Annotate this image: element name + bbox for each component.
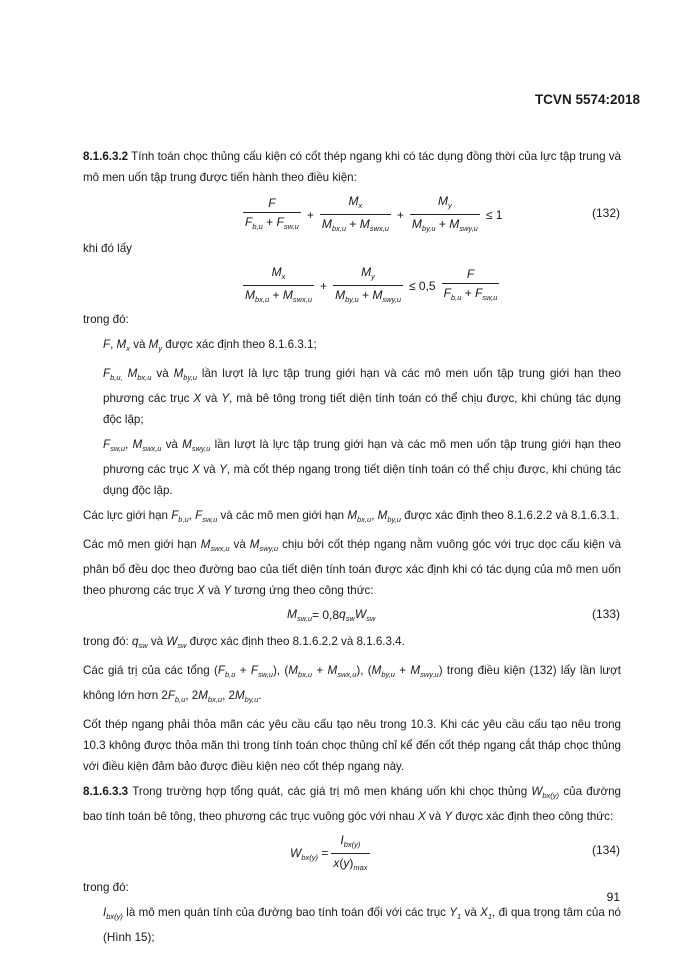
math-variable [449, 906, 461, 919]
text-run: , mà cốt thép ngang trong tiết diện tính toán có thể chịu được, khi chúng tác dụng độc lập. [103, 463, 622, 497]
text-run: , [125, 438, 133, 451]
text-run: được xác định theo 8.1.6.2.2 và 8.1.6.3.1. [400, 509, 620, 522]
math-variable [245, 215, 263, 229]
variable-subscript: swy,u [259, 544, 279, 553]
fraction [320, 194, 391, 236]
definition-item [103, 363, 621, 430]
text-run: = 0,8 [312, 608, 340, 622]
variable-subscript: by,u [244, 695, 259, 704]
variable-symbol: W [354, 607, 367, 621]
variable-subscript: y [158, 344, 163, 353]
text-run: ), ( [272, 664, 289, 677]
text-run: Cốt thép ngang phải thỏa mãn các yêu cầu cấu tạo nêu trong 10.3. Khi các yêu cầu cấu tạo nêu trong 10.3 không được thỏa mãn thì trong tính toán chọc thủng chỉ kể đến cốt thép ngang cắt tháp chọc thủng với điều kiện đảm bảo được điều kiện neo cốt thép ngang này. [83, 718, 621, 773]
denominator [243, 212, 301, 234]
text-run: Các mô men giới hạn [83, 538, 201, 551]
math-variable [235, 689, 258, 702]
page-body [0, 146, 700, 952]
text-run: lần lượt là lực tập trung giới hạn và các mô men uốn tập trung giới hạn theo phương các trục [103, 367, 621, 405]
fraction [442, 267, 500, 305]
math-variable [340, 833, 360, 847]
variable-symbol: M [449, 217, 460, 231]
variable-symbol: M [321, 217, 332, 231]
numerator [338, 833, 362, 853]
text-run: + [435, 217, 450, 231]
text-run: và [461, 906, 481, 919]
variable-symbol: X [417, 810, 426, 823]
variable-subscript: swy,u [459, 224, 478, 233]
math-variable [250, 538, 278, 551]
variable-subscript: sw,u [110, 444, 126, 453]
variable-subscript: bx,u [357, 515, 372, 524]
text-run: , 2 [222, 689, 235, 702]
variable-symbol: M [235, 689, 245, 702]
variable-symbol: I [103, 906, 107, 919]
variable-symbol: Y [223, 584, 232, 597]
variable-symbol: M [327, 664, 338, 677]
variable-subscript: bx,u [207, 695, 223, 704]
variable-symbol: F [250, 664, 258, 677]
variable-symbol: F [103, 438, 111, 451]
text-run: tương ứng theo công thức: [231, 584, 374, 597]
variable-symbol: F [195, 509, 203, 522]
variable-subscript: by,u [381, 670, 395, 679]
text-run: , [110, 338, 117, 351]
definition-item [103, 334, 621, 359]
section-number: 8.1.6.3.3 [83, 785, 129, 798]
math-variable [103, 906, 123, 919]
text-run: ( [339, 856, 344, 870]
equation-condition-body [240, 265, 502, 307]
math-variable [360, 217, 389, 231]
variable-symbol: M [372, 288, 383, 302]
fraction [410, 194, 480, 236]
text-run: của đường bao tính toán bê tông, theo phương các trục vuông góc với nhau [83, 785, 621, 823]
paragraph [83, 660, 621, 710]
fraction [333, 265, 403, 307]
variable-subscript: bx(y) [106, 912, 123, 921]
math-variable [245, 288, 269, 302]
math-variable [378, 509, 401, 522]
text-run: và [161, 438, 183, 451]
math-variable [218, 664, 236, 677]
math-variable [223, 584, 231, 597]
math-variable [412, 217, 436, 231]
variable-subscript: max [353, 863, 368, 872]
variable-symbol: Y [219, 463, 227, 476]
variable-subscript: bx(y) [343, 840, 361, 849]
text-run: . [258, 689, 262, 702]
variable-subscript: swy,u [382, 295, 401, 304]
math-variable [128, 367, 152, 380]
math-variable [372, 664, 395, 677]
equation-lhs [290, 846, 328, 862]
variable-symbol: F [466, 267, 475, 281]
math-variable [531, 785, 559, 798]
equation-134 [0, 831, 700, 873]
variable-subscript: b,u [178, 515, 189, 524]
plus-sign: + [306, 208, 314, 222]
plus-sign: + [320, 279, 328, 293]
variable-subscript: b,u [252, 222, 263, 231]
variable-subscript: bx,u [255, 295, 270, 304]
math-variable [168, 689, 186, 702]
variable-symbol: M [359, 217, 370, 231]
text-run: được xác định theo 8.1.6.3.1; [162, 338, 317, 351]
fraction [243, 196, 301, 234]
math-variable [174, 367, 197, 380]
text-run: + [269, 288, 283, 302]
math-variable [133, 438, 162, 451]
text-run: được xác định theo 8.1.6.2.2 và 8.1.6.3.4. [186, 635, 405, 648]
text-run: và [199, 463, 220, 476]
text-run: + [394, 664, 411, 677]
variable-subscript: by,u [387, 515, 401, 524]
numerator [359, 265, 377, 285]
variable-subscript: sw [366, 614, 376, 623]
math-variable [348, 194, 362, 208]
text-run: Tính toán chọc thủng cấu kiện có cốt thép ngang khi có tác dụng đồng thời của lực tập trung và mô men uốn tập trung được tiến hành theo điều kiện: [83, 150, 621, 184]
math-variable [268, 196, 275, 210]
variable-symbol: M [348, 194, 359, 208]
text-run: và [147, 635, 167, 648]
variable-symbol: W [166, 635, 178, 648]
text-run: , [371, 509, 378, 522]
variable-symbol: Y [221, 392, 230, 405]
variable-symbol: F [167, 689, 175, 702]
variable-subscript: swx,u [369, 224, 389, 233]
variable-subscript: sw,u [482, 293, 498, 302]
math-variable [192, 463, 200, 476]
variable-symbol: W [531, 785, 543, 798]
numerator [465, 267, 476, 283]
text-run: Các giá trị của các tổng ( [83, 664, 218, 677]
fraction [331, 833, 369, 875]
text-run: và [151, 367, 174, 380]
variable-subscript: by,u [421, 224, 436, 233]
variable-subscript: b,u [224, 670, 236, 679]
variable-symbol: M [371, 664, 382, 677]
text-run: ), ( [356, 664, 372, 677]
variable-subscript: bx(y) [542, 791, 560, 800]
text-khi-do-lay: khi đó lấy [83, 242, 132, 255]
variable-symbol: I [340, 833, 344, 847]
variable-symbol: X [192, 463, 200, 476]
math-variable [132, 635, 148, 648]
text-run: và [201, 392, 222, 405]
text-run: + [461, 286, 476, 300]
variable-symbol: M [173, 367, 184, 380]
text-run: ) trong điều kiện (132) lấy lần lượt không lớn hơn 2 [83, 664, 622, 702]
math-variable [444, 810, 452, 823]
math-variable [288, 664, 312, 677]
math-variable [103, 367, 123, 380]
equation-133 [0, 605, 700, 627]
paragraph-8-1-6-3-2 [83, 146, 621, 188]
relation: ≤ 1 [485, 208, 503, 222]
text-run: và [229, 538, 250, 551]
math-variable [335, 288, 359, 302]
numerator [266, 196, 277, 212]
text-run: và [204, 584, 224, 597]
variable-symbol: M [271, 265, 282, 279]
math-variable [166, 635, 186, 648]
variable-symbol: M [438, 194, 448, 208]
math-variable [221, 392, 229, 405]
variable-subscript: 1 [457, 912, 462, 921]
variable-symbol: M [182, 438, 192, 451]
text-run: trong đó: [83, 635, 132, 648]
variable-symbol: M [288, 664, 298, 677]
variable-symbol: M [200, 538, 211, 551]
variable-symbol: q [132, 635, 139, 648]
math-variable [467, 267, 474, 281]
math-variable [438, 194, 452, 208]
text-run: , [188, 509, 196, 522]
variable-symbol: M [132, 438, 143, 451]
variable-symbol: F [217, 664, 225, 677]
paragraph [83, 631, 621, 656]
denominator [442, 283, 500, 305]
math-variable [193, 392, 201, 405]
math-variable [251, 664, 273, 677]
variable-subscript: swy,u [420, 670, 439, 679]
math-variable [197, 584, 205, 597]
math-variable [272, 265, 286, 279]
variable-subscript: swx,u [142, 444, 162, 453]
variable-subscript: swx,u [292, 295, 313, 304]
math-variable [410, 664, 438, 677]
variable-subscript: bx,u [331, 224, 347, 233]
math-variable [198, 689, 222, 702]
text-run: , 2 [185, 689, 199, 702]
math-variable [328, 664, 357, 677]
variable-subscript: sw [345, 614, 355, 623]
section-number: 8.1.6.3.2 [83, 150, 129, 163]
variable-symbol: q [339, 607, 346, 621]
equation-134-body [290, 833, 373, 875]
math-variable [287, 607, 312, 623]
variable-subscript: 1 [487, 912, 493, 921]
definition-item [103, 434, 621, 501]
fraction [243, 265, 314, 307]
variable-symbol: W [290, 846, 302, 860]
variable-subscript: sw,u [283, 222, 299, 231]
equation-133-body [287, 607, 375, 623]
variable-symbol: F [245, 215, 253, 229]
standard-header: TCVN 5574:2018 [534, 92, 640, 107]
variable-symbol: M [127, 367, 138, 380]
text-trong-do: trong đó: [83, 881, 129, 894]
denominator [410, 214, 480, 236]
variable-symbol: M [287, 607, 297, 621]
variable-subscript: swx,u [210, 544, 230, 553]
math-variable [444, 286, 462, 300]
variable-symbol: Y [449, 906, 458, 919]
equation-132 [0, 192, 700, 234]
variable-subscript: x [126, 344, 130, 353]
math-variable [347, 509, 371, 522]
variable-subscript: x [358, 201, 363, 210]
text-run: , đi qua trọng tâm của nó (Hình 15); [103, 906, 622, 944]
text-run: + [358, 288, 373, 302]
variable-subscript: sw [138, 641, 148, 650]
paragraph-8-1-6-3-3 [83, 781, 621, 827]
text-run: và [129, 338, 149, 351]
math-variable [283, 288, 312, 302]
variable-subscript: bx(y) [301, 853, 318, 862]
variable-symbol: X [193, 392, 202, 405]
text-run: + [346, 217, 360, 231]
numerator [270, 265, 288, 285]
variable-subscript: y [371, 272, 375, 281]
variable-symbol: F [475, 286, 483, 300]
math-variable [171, 509, 189, 522]
variable-subscript: b,u, [110, 373, 123, 382]
variable-subscript: sw,u [257, 670, 273, 679]
denominator [333, 285, 403, 307]
variable-symbol: M [410, 664, 421, 677]
text-run: được xác định theo công thức: [452, 810, 614, 823]
variable-subscript: by,u [183, 373, 197, 382]
paragraph [83, 505, 621, 530]
text-run: Các lực giới hạn [83, 509, 172, 522]
text-run: lần lượt là lực tập trung giới hạn và các mô men uốn tập trung giới hạn theo phương các trục [103, 438, 621, 476]
variable-symbol: X [480, 906, 488, 919]
text-run: Trong trường hợp tổng quát, các giá trị mô men kháng uốn khi chọc thủng [128, 785, 532, 798]
paragraph [83, 534, 621, 601]
variable-symbol: M [116, 338, 127, 351]
equation-condition [0, 263, 700, 305]
variable-subscript: sw [177, 641, 187, 650]
equation-number: (132) [591, 206, 620, 220]
text-trong-do: trong đó: [83, 313, 129, 326]
variable-subscript: b,u [174, 695, 186, 704]
math-variable [322, 217, 346, 231]
variable-symbol: M [245, 288, 255, 302]
math-variable [103, 438, 125, 451]
math-variable [117, 338, 130, 351]
math-variable [182, 438, 210, 451]
paragraph [83, 714, 621, 777]
variable-symbol: F [268, 196, 276, 210]
variable-symbol: M [361, 265, 372, 279]
math-variable [449, 217, 478, 231]
numerator [436, 194, 454, 214]
text-run: ) [349, 856, 354, 870]
relation: ≤ 0,5 [409, 279, 436, 293]
definition-item [103, 902, 621, 948]
variable-subscript: swy,u [191, 444, 211, 453]
math-variable [339, 607, 355, 623]
math-variable [353, 856, 367, 870]
math-variable [276, 215, 298, 229]
variable-subscript: bx,u [297, 670, 313, 679]
text-run: là mô men quán tính của đường bao tính toán đối với các trục [122, 906, 450, 919]
variable-symbol: M [282, 288, 293, 302]
denominator [320, 214, 391, 236]
variable-symbol: M [411, 217, 422, 231]
denominator [331, 853, 369, 875]
variable-symbol: Y [444, 810, 453, 823]
variable-subscript: by,u [345, 295, 359, 304]
variable-symbol: F [103, 367, 111, 380]
variable-symbol: M [377, 509, 388, 522]
variable-subscript: y [448, 201, 452, 210]
variable-symbol: F [171, 509, 179, 522]
text-run: = [318, 846, 329, 860]
variable-subscript: bx,u [137, 373, 152, 382]
page-number: 91 [606, 890, 620, 904]
equation-number: (134) [591, 843, 620, 857]
variable-symbol: M [335, 288, 346, 302]
math-variable [372, 288, 401, 302]
variable-symbol: F [443, 286, 451, 300]
math-variable [480, 906, 492, 919]
math-variable [290, 846, 318, 860]
variable-symbol: y [343, 856, 350, 870]
text-run: , mà bê tông trong tiết diện tính toán có thể chịu được, khi chúng tác dụng độc lập; [103, 392, 622, 426]
variable-symbol: x [333, 856, 340, 870]
variable-subscript: x [281, 272, 286, 281]
text-run: + [235, 664, 251, 677]
text-run: và [425, 810, 445, 823]
math-variable [195, 509, 217, 522]
variable-subscript: b,u [450, 293, 462, 302]
plus-sign: + [396, 208, 404, 222]
numerator [346, 194, 364, 214]
text-run: + [262, 215, 277, 229]
variable-subscript: swx,u [337, 670, 357, 679]
math-variable [355, 607, 376, 623]
math-variable [149, 338, 162, 351]
text-run: chịu bởi cốt thép ngang nằm vuông góc với trục dọc cấu kiện và phân bố đều dọc theo đường bao của tiết diện tính toán được xác định khi có tác dụng của mô men uốn theo phương các trục [83, 538, 622, 597]
variable-symbol: X [196, 584, 205, 597]
variable-symbol: M [148, 338, 159, 351]
variable-symbol: F [103, 338, 111, 351]
variable-subscript: sw,u [297, 614, 313, 623]
variable-subscript: sw,u [202, 515, 218, 524]
math-variable [475, 286, 497, 300]
equation-132-body [240, 194, 505, 236]
text-run: và các mô men giới hạn [217, 509, 348, 522]
variable-symbol: M [347, 509, 357, 522]
math-variable [361, 265, 375, 279]
math-variable [201, 538, 230, 551]
text-run: + [312, 664, 328, 677]
equation-number: (133) [591, 607, 620, 621]
math-variable [418, 810, 426, 823]
denominator [243, 285, 314, 307]
math-variable [219, 463, 227, 476]
variable-symbol: M [198, 689, 208, 702]
variable-symbol: F [276, 215, 284, 229]
variable-symbol: M [249, 538, 260, 551]
